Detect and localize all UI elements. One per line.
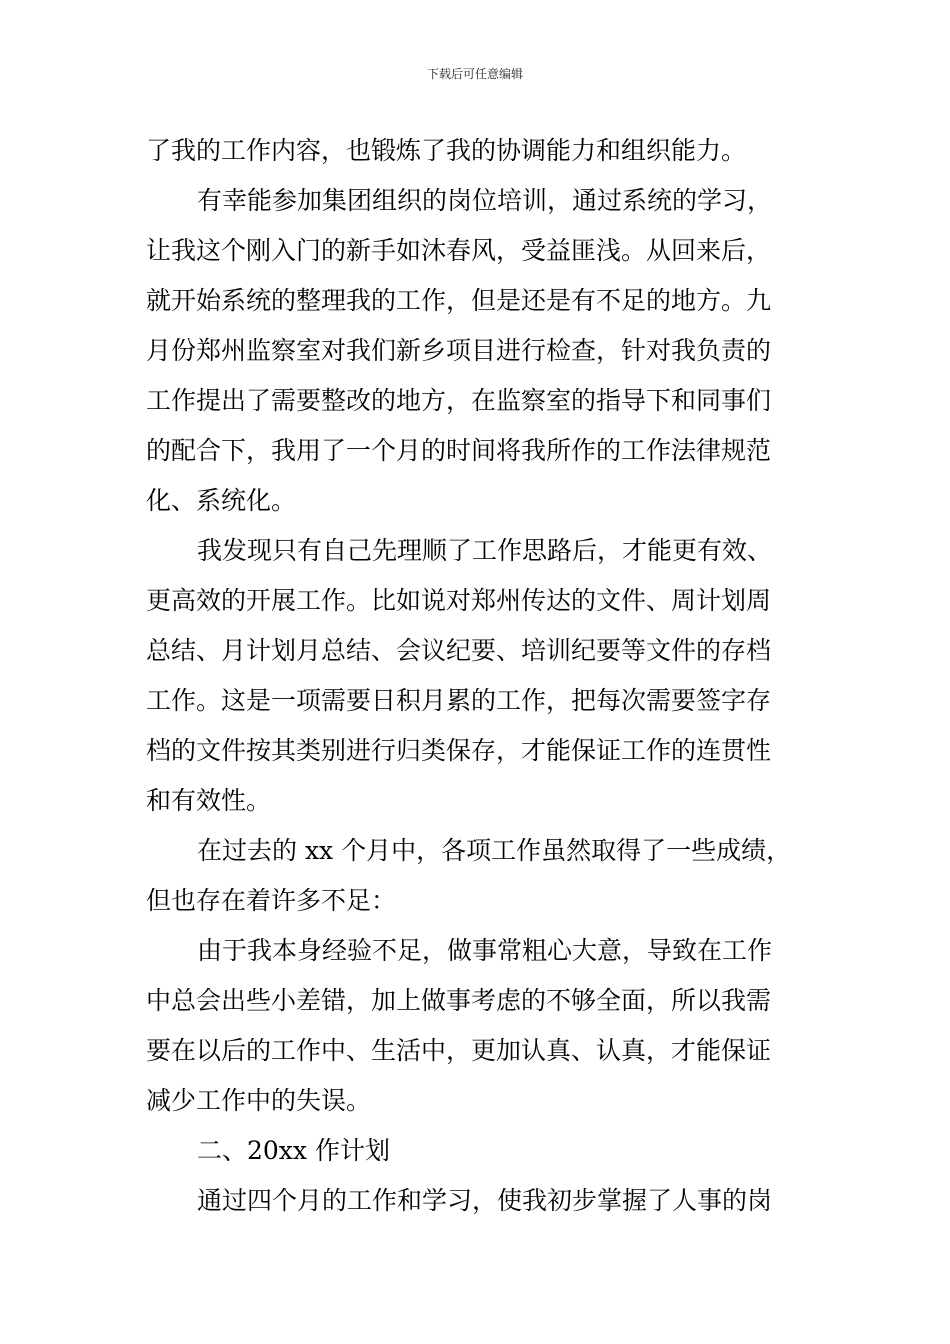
- text-line: 工作。这是一项需要日积月累的工作，把每次需要签字存: [146, 686, 772, 715]
- section-heading: 二、20xx 作计划: [197, 1136, 390, 1165]
- paragraph-start-line: 我发现只有自己先理顺了工作思路后，才能更有效、: [197, 536, 773, 565]
- paragraph-start-line: 在过去的 xx 个月中，各项工作虽然取得了一些成绩，: [197, 836, 792, 865]
- text-line: 更高效的开展工作。比如说对郑州传达的文件、周计划周: [146, 586, 772, 615]
- text-line: 但也存在着许多不足：: [146, 886, 397, 915]
- text-line: 月份郑州监察室对我们新乡项目进行检查，针对我负责的: [146, 336, 772, 365]
- text-line: 减少工作中的失误。: [146, 1086, 372, 1115]
- text-line: 就开始系统的整理我的工作，但是还是有不足的地方。九: [146, 286, 772, 315]
- text-line: 总结、月计划月总结、会议纪要、培训纪要等文件的存档: [146, 636, 772, 665]
- text-line: 档的文件按其类别进行归类保存，才能保证工作的连贯性: [146, 736, 772, 765]
- text-line: 和有效性。: [146, 786, 272, 815]
- text-line: 的配合下，我用了一个月的时间将我所作的工作法律规范: [146, 436, 772, 465]
- paragraph-start-line: 通过四个月的工作和学习，使我初步掌握了人事的岗: [197, 1186, 773, 1215]
- text-line: 让我这个刚入门的新手如沐春风，受益匪浅。从回来后，: [146, 236, 772, 265]
- text-line: 化、系统化。: [146, 486, 297, 515]
- text-line: 要在以后的工作中、生活中，更加认真、认真，才能保证: [146, 1036, 772, 1065]
- paragraph-start-line: 由于我本身经验不足，做事常粗心大意，导致在工作: [197, 936, 773, 965]
- document-body: [146, 126, 810, 1226]
- page-header: 下载后可任意编辑: [426, 67, 523, 81]
- text-line: 了我的工作内容，也锻炼了我的协调能力和组织能力。: [146, 136, 747, 165]
- text-line: 中总会出些小差错，加上做事考虑的不够全面，所以我需: [146, 986, 772, 1015]
- paragraph-start-line: 有幸能参加集团组织的岗位培训，通过系统的学习，: [197, 186, 773, 215]
- text-line: 工作提出了需要整改的地方，在监察室的指导下和同事们: [146, 386, 772, 415]
